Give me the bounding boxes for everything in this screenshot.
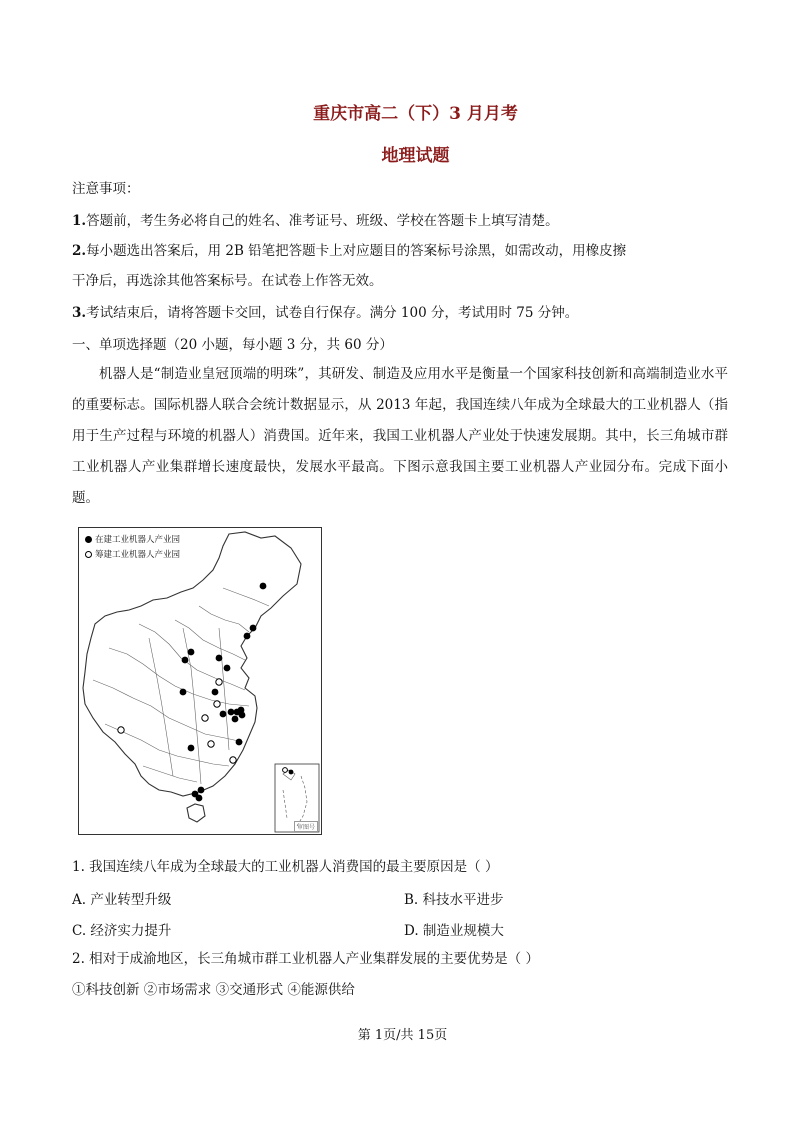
park-circle	[118, 727, 124, 733]
note-text: 考试结束后，请将答题卡交回，试卷自行保存。满分 100 分，考试用时 75 分钟。	[86, 305, 579, 321]
park-dot	[220, 711, 227, 718]
park-dot	[196, 795, 203, 802]
park-circle	[216, 679, 222, 685]
legend-planned: 筹建工业机器人产业园	[85, 548, 180, 560]
note-item-3	[72, 303, 578, 323]
park-circle	[214, 701, 220, 707]
map-stamp: 审图号	[294, 821, 318, 832]
notes-heading: 注意事项：	[72, 181, 140, 197]
reading-passage: 机器人是“制造业皇冠顶端的明珠”，其研发、制造及应用水平是衡量一个国家科技创新和高端制造业水平的重要标志。国际机器人联合会统计数据显示，从 2013 年起，我国连续八年成为全球最大的工业机器人（指用于生产过程与环境的机器人）消费国。近年来，我国工业机器人产业处于快速发展期。其中，长三角城市群工业机器人产业集群增长速度最快，发展水平最高。下图示意我国主要工业机器人产业园分布。完成下面小题。	[72, 366, 728, 506]
note-text: 干净后，再选涂其他答案标号。在试卷上作答无效。	[72, 273, 383, 289]
park-dot	[236, 739, 243, 746]
note-item-2-cont	[72, 271, 383, 291]
park-dot	[260, 583, 267, 590]
park-dot	[289, 770, 294, 775]
note-text: 每小题选出答案后，用 2B 铅笔把答题卡上对应题目的答案标号涂黑，如需改动，用橡皮擦	[86, 243, 627, 259]
park-dot	[216, 655, 223, 662]
note-item-1	[72, 211, 559, 231]
park-circle	[202, 715, 208, 721]
note-item-2	[72, 241, 626, 261]
question-2-choices: ①科技创新 ②市场需求 ③交通形式 ④能源供给	[72, 982, 355, 998]
park-dot	[238, 707, 245, 714]
filled-dot-icon	[85, 536, 92, 543]
note-number: 3.	[72, 305, 87, 321]
question-1-stem: 1. 我国连续八年成为全球最大的工业机器人消费国的最主要原因是（ ）	[72, 859, 499, 875]
province-borders	[93, 588, 269, 784]
park-dot	[198, 787, 205, 794]
exam-title: 重庆市高二（下）3 月月考	[313, 104, 518, 124]
china-map-svg	[79, 528, 321, 834]
question-1-option-c: C. 经济实力提升	[72, 923, 172, 939]
question-2-stem: 2. 相对于成渝地区，长三角城市群工业机器人产业集群发展的主要优势是（ ）	[72, 951, 539, 967]
park-dot	[188, 649, 195, 656]
question-1-option-b: B. 科技水平进步	[404, 892, 504, 908]
park-dot	[224, 665, 231, 672]
note-text: 答题前，考生务必将自己的姓名、准考证号、班级、学校在答题卡上填写清楚。	[86, 213, 559, 229]
park-circle	[230, 757, 236, 763]
park-dot	[188, 745, 195, 752]
park-circle	[208, 741, 214, 747]
park-dot	[250, 625, 257, 632]
note-number: 1.	[72, 213, 87, 229]
exam-subject: 地理试题	[381, 146, 450, 166]
page-footer: 第 1页/共 15页	[357, 1028, 448, 1043]
legend-built: 在建工业机器人产业园	[85, 533, 180, 545]
park-circle	[283, 768, 288, 773]
hollow-dot-icon	[85, 551, 92, 558]
parks-planned	[118, 679, 288, 773]
park-dot	[182, 657, 189, 664]
park-dot	[212, 689, 219, 696]
note-number: 2.	[72, 243, 87, 259]
industrial-park-map	[78, 527, 322, 835]
section-heading: 一、单项选择题（20 小题，每小题 3 分，共 60 分）	[72, 337, 393, 353]
park-dot	[232, 716, 239, 723]
question-1-option-a: A. 产业转型升级	[72, 892, 172, 908]
park-dot	[244, 633, 251, 640]
question-1-option-d: D. 制造业规模大	[404, 923, 504, 939]
park-dot	[180, 689, 187, 696]
park-dot	[228, 709, 235, 716]
